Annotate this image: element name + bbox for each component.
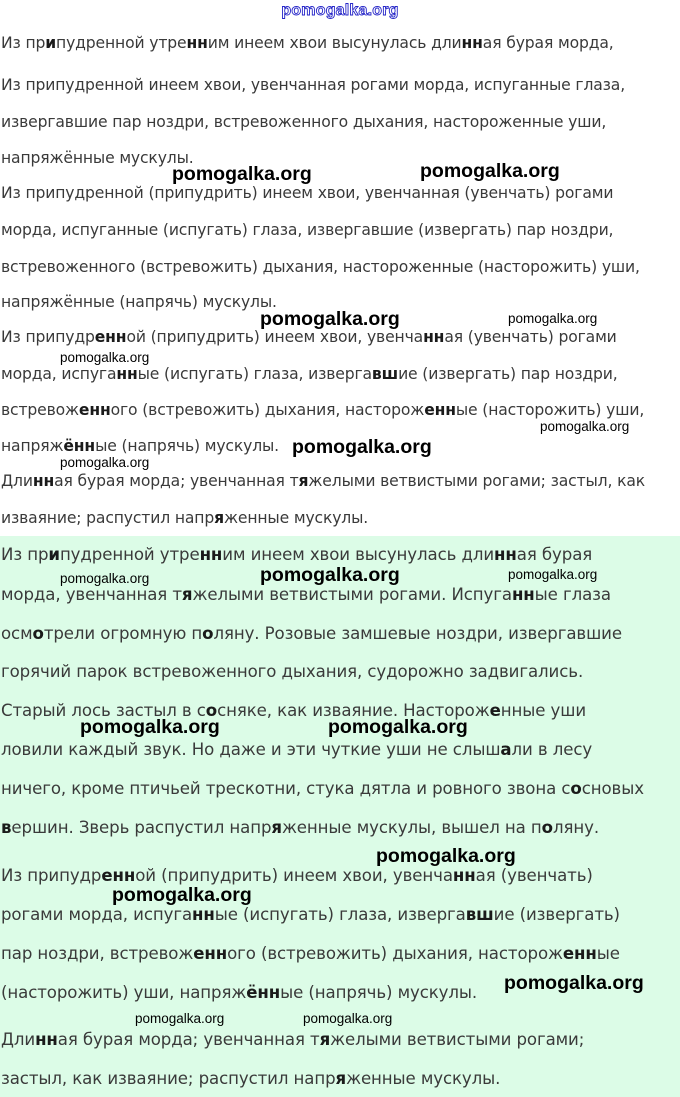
text-line: морда, увенчанная тяжелыми ветвистыми рогами. Испуганные глаза bbox=[1, 585, 611, 604]
watermark: pomogalka.org bbox=[540, 419, 630, 434]
highlighted-letters: в bbox=[1, 818, 12, 837]
highlighted-letters: и bbox=[48, 545, 60, 564]
watermark: pomogalka.org bbox=[328, 716, 468, 738]
highlighted-letters: енн bbox=[78, 401, 111, 419]
watermark: pomogalka.org bbox=[376, 845, 516, 867]
text-line: напряжённые (напрячь) мускулы. bbox=[1, 437, 279, 455]
highlighted-letters: нн bbox=[35, 1030, 58, 1049]
text-line: рогами морда, испуганные (испугать) глаза, извергавшие (извергать) bbox=[1, 905, 620, 924]
highlighted-letters: нн bbox=[192, 905, 215, 924]
highlighted-letters: я bbox=[271, 818, 282, 837]
highlighted-letters: о bbox=[541, 818, 553, 837]
watermark: pomogalka.org bbox=[112, 884, 252, 906]
highlighted-letters: енн bbox=[94, 328, 127, 346]
highlighted-letters: а bbox=[500, 740, 512, 759]
watermark: pomogalka.org bbox=[135, 1011, 225, 1026]
highlighted-letters: нн bbox=[423, 328, 445, 346]
highlighted-letters: енн bbox=[193, 944, 228, 963]
watermark: pomogalka.org bbox=[292, 436, 432, 458]
watermark: pomogalka.org bbox=[504, 972, 644, 994]
text-line: вершин. Зверь распустил напряженные мускулы, вышел на поляну. bbox=[1, 818, 600, 837]
highlighted-letters: о bbox=[570, 779, 582, 798]
highlighted-letters: я bbox=[214, 509, 224, 527]
watermark: pomogalka.org bbox=[60, 350, 150, 365]
highlighted-letters: ённ bbox=[63, 437, 96, 455]
text-line: (насторожить) уши, напряжённые (напрячь) мускулы. bbox=[1, 983, 478, 1002]
text-line: осмотрели огромную поляну. Розовые замшевые ноздри, извергавшие bbox=[1, 624, 622, 643]
text-line: пар ноздри, встревоженного (встревожить) дыхания, настороженные bbox=[1, 944, 620, 963]
text-line: Из припудренной утренним инеем хвои высунулась длинная бурая bbox=[1, 545, 593, 564]
site-header-logo: pomogalka.org bbox=[281, 2, 399, 19]
highlighted-letters: енн bbox=[424, 401, 456, 419]
highlighted-letters: я bbox=[319, 1030, 331, 1049]
highlighted-letters: нн bbox=[199, 545, 223, 564]
highlighted-letters: о bbox=[32, 624, 44, 643]
highlighted-letters: вш bbox=[465, 905, 494, 924]
highlighted-letters: нн bbox=[32, 472, 55, 490]
highlighted-letters: нн bbox=[452, 866, 476, 885]
watermark: pomogalka.org bbox=[80, 716, 220, 738]
highlighted-letters: нн bbox=[186, 34, 208, 52]
text-line: Старый лось застыл в сосняке, как изваяние. Настороженные уши bbox=[1, 701, 587, 720]
text-line: Из припудренной (припудрить) инеем хвои, увенчанная (увенчать) bbox=[1, 866, 593, 885]
watermark: pomogalka.org bbox=[60, 571, 150, 586]
text-line: изваяние; распустил напряженные мускулы. bbox=[1, 509, 369, 527]
watermark: pomogalka.org bbox=[60, 455, 150, 470]
highlighted-letters: нн bbox=[116, 365, 138, 383]
text-line: горячий парок встревоженного дыхания, судорожно задвигались. bbox=[1, 662, 584, 681]
text-line: извергавшие пар ноздри, встревоженного дыхания, настороженные уши, bbox=[1, 113, 607, 131]
highlighted-letters: я bbox=[335, 1069, 347, 1088]
highlighted-letters: ённ bbox=[246, 983, 281, 1002]
highlighted-letters: вш bbox=[371, 365, 399, 383]
watermark: pomogalka.org bbox=[508, 567, 598, 582]
watermark: pomogalka.org bbox=[260, 308, 400, 330]
text-line: Из припудренной инеем хвои, увенчанная рогами морда, испуганные глаза, bbox=[1, 76, 626, 94]
text-line: Из припудренной (припудрить) инеем хвои, увенчанная (увенчать) рогами bbox=[1, 184, 614, 202]
text-line: застыл, как изваяние; распустил напряженные мускулы. bbox=[1, 1069, 501, 1088]
text-line: Длинная бурая морда; увенчанная тяжелыми ветвистыми рогами; застыл, как bbox=[1, 472, 646, 490]
highlighted-letters: я bbox=[298, 472, 309, 490]
watermark: pomogalka.org bbox=[303, 1011, 393, 1026]
watermark: pomogalka.org bbox=[420, 160, 560, 182]
text-line: ловили каждый звук. Но даже и эти чуткие уши не слышали в лесу bbox=[1, 740, 593, 759]
text-line: Из припудренной (припудрить) инеем хвои, увенчанная (увенчать) рогами bbox=[1, 328, 617, 346]
highlighted-letters: я bbox=[181, 585, 193, 604]
highlighted-letters: енн bbox=[101, 866, 136, 885]
text-line: Из припудренной утренним инеем хвои высунулась длинная бурая морда, bbox=[1, 34, 614, 52]
watermark: pomogalka.org bbox=[508, 311, 598, 326]
text-line: Длинная бурая морда; увенчанная тяжелыми ветвистыми рогами; bbox=[1, 1030, 585, 1049]
watermark: pomogalka.org bbox=[172, 163, 312, 185]
highlighted-letters: и bbox=[45, 34, 57, 52]
highlighted-letters: е bbox=[489, 701, 501, 720]
highlighted-letters: нн bbox=[461, 34, 483, 52]
watermark: pomogalka.org bbox=[260, 564, 400, 586]
text-line: напряжённые мускулы. bbox=[1, 149, 194, 167]
text-line: напряжённые (напрячь) мускулы. bbox=[1, 293, 277, 311]
highlighted-letters: нн bbox=[511, 585, 535, 604]
text-line: морда, испуганные (испугать) глаза, извергавшие (извергать) пар ноздри, bbox=[1, 221, 614, 239]
text-line: встревоженного (встревожить) дыхания, настороженные (насторожить) уши, bbox=[1, 401, 645, 419]
highlighted-letters: енн bbox=[562, 944, 597, 963]
text-line: ничего, кроме птичьей трескотни, стука дятла и ровного звона сосновых bbox=[1, 779, 644, 798]
highlighted-letters: нн bbox=[494, 545, 517, 564]
highlighted-letters: о bbox=[202, 624, 214, 643]
text-line: морда, испуганные (испугать) глаза, извергавшие (извергать) пар ноздри, bbox=[1, 365, 618, 383]
highlighted-letters: о bbox=[205, 701, 218, 720]
text-line: встревоженного (встревожить) дыхания, настороженные (насторожить) уши, bbox=[1, 258, 640, 276]
